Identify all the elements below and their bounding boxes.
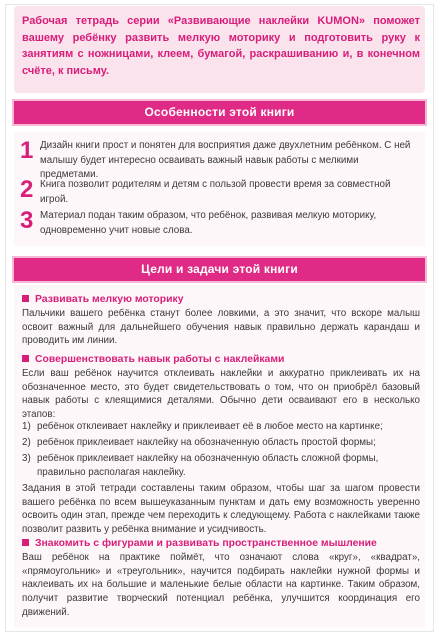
section-heading-stickers: Совершенствовать навык работы с наклейками [22,353,284,367]
section-heading-motor: Развивать мелкую моторику [22,293,184,307]
features-banner: Особенности этой книги [14,101,425,124]
feature-number: 2 [20,176,34,203]
goals-banner: Цели и задачи этой книги [14,258,425,281]
feature-text: Дизайн книги прост и понятен для восприятия даже двухлетним ребёнком. С ней малышу будет интересно осваивать важный навык работы с мелкими предметами. [40,140,411,180]
section-text-motor: Пальчики вашего ребёнка станут более ловкими, а это значит, что вскоре малыш освоит важный для дальнейшего обучения навык правильно держать карандаш и проводить им линии. [22,308,420,347]
section-text-shapes: Ваш ребёнок на практике поймёт, что означают слова «круг», «квадрат», «прямоугольник» и «треугольник», научится подбирать наклейки нужной формы и наклеивать их на большие и маленькие белые области на картинке. Таким образом, получит развитие творческий потенциал ребёнка, улучшится координация его движений. [22,552,420,618]
square-bullet-icon [22,355,29,362]
intro-text: Рабочая тетрадь серии «Развивающие наклейки KUMON» поможет вашему ребёнку развить мелкую моторику и подготовить руку к занятиям с ножницами, клеем, бумагой, раскрашиванию и, в конечном счёте, к письму. [22,15,420,77]
feature-text: Книга позволит родителям и детям с пользой провести время за совместной игрой. [40,179,391,205]
section-heading-shapes: Знакомить с фигурами и развивать пространственное мышление [22,537,377,551]
square-bullet-icon [22,295,29,302]
section-text-stickers: Если ваш ребёнок научится отклеивать наклейки и аккуратно приклеивать их на обозначенное место, это будет свидетельствовать о том, что он приобрёл базовый навык работы с клеящимися деталями. Обычно дети осваивают его в несколько этапов: [22,368,420,421]
feature-number: 1 [20,137,34,164]
feature-number: 3 [20,207,34,234]
square-bullet-icon [22,539,29,546]
feature-text: Материал подан таким образом, что ребёнок, развивая мелкую моторику, одновременно учит новые слова. [40,210,377,236]
section-text-stickers-after: Задания в этой тетради составлены таким образом, чтобы шаг за шагом провести вашего ребёнка по всем вышеуказанным пунктам и дать ему возможность уверенно освоить один этап, прежде чем переходить к следующему. Работа с наклейками также позволит развить у ребёнка внимание и усидчивость. [22,483,420,536]
